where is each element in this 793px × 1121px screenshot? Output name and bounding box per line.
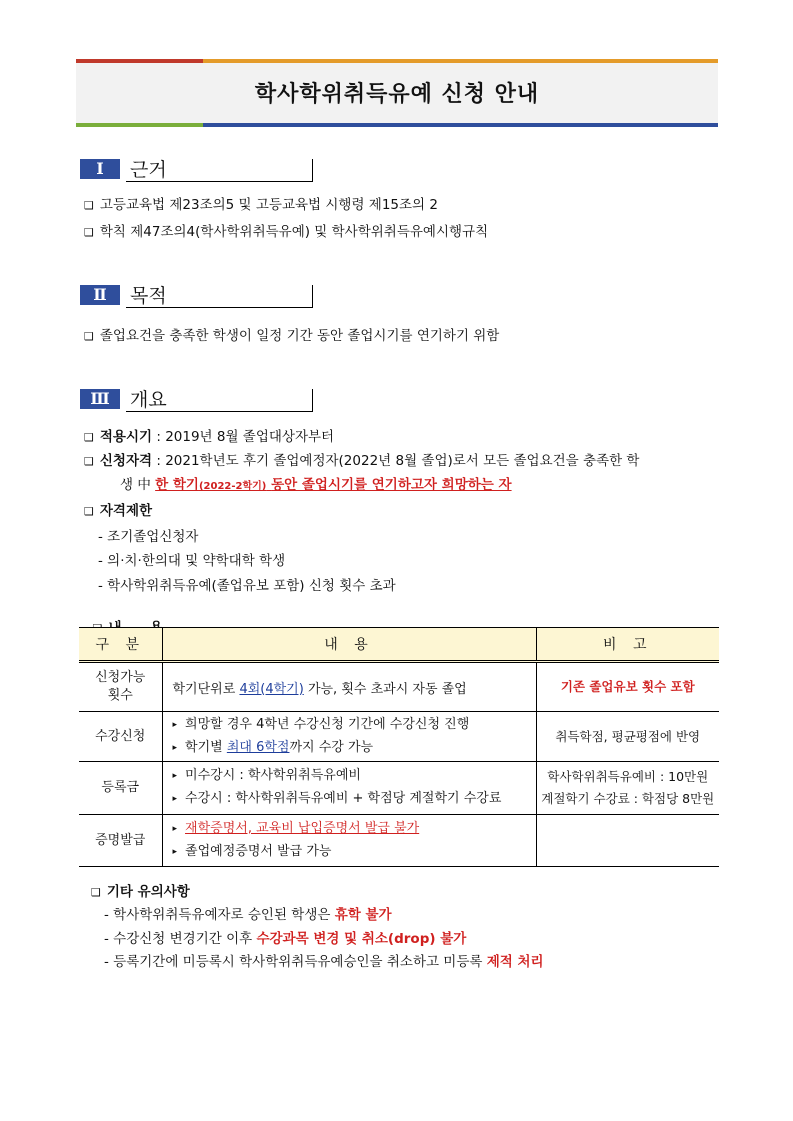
row-content: 학기단위로 4회(4학기) 가능, 횟수 초과시 자동 졸업 (162, 662, 536, 712)
section-2-number: Ⅱ (80, 285, 120, 305)
title-band (76, 59, 718, 127)
apply-period-label: 적용시기 (99, 429, 153, 445)
row-content: ▸ 희망할 경우 4학년 수강신청 기간에 수강신청 진행 ▸ 학기별 최대 6학점까지 수강 가능 (162, 712, 536, 762)
row-category: 수강신청 (79, 712, 162, 762)
row-note: 취득학점, 평균평점에 반영 (536, 712, 719, 762)
qualification-continued: 생 中 한 학기(2022-2학기) 동안 졸업시기를 연기하고자 희망하는 자 (120, 477, 512, 493)
section-1-header (80, 157, 316, 185)
section-3-number: Ⅲ (80, 389, 120, 409)
checkbox-icon: ❑ (84, 431, 94, 444)
table-row (79, 712, 719, 762)
row-category: 신청가능 횟수 (79, 662, 162, 712)
title-bottom-bar-green (76, 123, 203, 127)
triangle-bullet-icon: ▸ (172, 823, 178, 834)
apply-period: ❑ 적용시기 : 2019년 8월 졸업대상자부터 (84, 429, 335, 445)
section-2-divider (312, 285, 313, 308)
triangle-bullet-icon: ▸ (172, 771, 178, 781)
qualification: ❑ 신청자격 : 2021학년도 후기 졸업예정자(2022년 8월 졸업)로서 모든 졸업요건을 충족한 학 (84, 453, 640, 469)
overview-table (79, 627, 719, 867)
triangle-bullet-icon: ▸ (172, 719, 178, 730)
restrictions-header: ❑ 자격제한 (84, 503, 153, 519)
section-3-underline (126, 411, 312, 412)
section-2-label: 목적 (130, 285, 167, 307)
restriction-item: - 학사학위취득유예(졸업유보 포함) 신청 횟수 초과 (98, 578, 396, 594)
restriction-item: - 의·치·한의대 및 약학대학 학생 (98, 553, 286, 569)
section-1-underline (126, 181, 312, 182)
table-row (79, 815, 719, 867)
title-top-bar-red (76, 59, 203, 63)
header-note: 비 고 (536, 628, 719, 662)
restriction-item: - 조기졸업신청자 (98, 529, 199, 545)
row-content: ▸ 재학증명서, 교육비 납입증명서 발급 불가 ▸ 졸업예정증명서 발급 가능 (162, 815, 536, 867)
note-item-3: - 등록기간에 미등록시 학사학위취득유예승인을 취소하고 미등록 제적 처리 (104, 954, 544, 970)
title-bottom-bar-blue (203, 123, 718, 127)
section-3-header (80, 387, 316, 415)
checkbox-icon: ❑ (84, 505, 94, 518)
note-item-2: - 수강신청 변경기간 이후 수강과목 변경 및 취소(drop) 불가 (104, 931, 467, 947)
basis-item-2: ❑ 학칙 제47조의4(학사학위취득유예) 및 학사학위취득유예시행규칙 (84, 224, 489, 240)
checkbox-icon: ❑ (84, 226, 94, 239)
checkbox-icon: ❑ (84, 199, 94, 212)
section-1-label: 근거 (130, 159, 167, 181)
note-item-1: - 학사학위취득유예자로 승인된 학생은 휴학 불가 (104, 907, 392, 923)
notes-header: ❑ 기타 유의사항 (91, 884, 190, 900)
triangle-bullet-icon: ▸ (172, 742, 178, 753)
row-note: 학사학위취득유예비 : 10만원 계절학기 수강료 : 학점당 8만원 (536, 762, 719, 815)
apply-period-value: 2019년 8월 졸업대상자부터 (165, 429, 335, 445)
qualification-value: 2021학년도 후기 졸업예정자(2022년 8월 졸업)로서 모든 졸업요건을 충족한 학 (165, 453, 640, 469)
row-note: 기존 졸업유보 횟수 포함 (536, 662, 719, 712)
table-row (79, 762, 719, 815)
row-content: ▸ 미수강시 : 학사학위취득유예비 ▸ 수강시 : 학사학위취득유예비 + 학점당 계절학기 수강료 (162, 762, 536, 815)
header-category: 구 분 (79, 628, 162, 662)
section-1-number: Ⅰ (80, 159, 120, 179)
header-content: 내 용 (162, 628, 536, 662)
table-row (79, 662, 719, 712)
row-note (536, 815, 719, 867)
triangle-bullet-icon: ▸ (172, 846, 178, 857)
checkbox-icon: ❑ (91, 886, 101, 899)
qualification-label: 신청자격 (99, 453, 153, 469)
qualification-highlight: 한 학기(2022-2학기) 동안 졸업시기를 연기하고자 희망하는 자 (155, 477, 512, 493)
section-3-divider (312, 389, 313, 412)
basis-item-1: ❑ 고등교육법 제23조의5 및 고등교육법 시행령 제15조의 2 (84, 197, 438, 213)
section-2-underline (126, 307, 312, 308)
table-header-row (79, 628, 719, 662)
row-category: 증명발급 (79, 815, 162, 867)
triangle-bullet-icon: ▸ (172, 794, 178, 804)
section-2-header (80, 283, 316, 311)
section-1-divider (312, 159, 313, 182)
purpose-item-1: ❑ 졸업요건을 충족한 학생이 일정 기간 동안 졸업시기를 연기하기 위함 (84, 328, 500, 344)
page-title: 학사학위취득유예 신청 안내 (254, 82, 540, 107)
checkbox-icon: ❑ (84, 455, 94, 468)
section-3-label: 개요 (130, 389, 167, 411)
title-top-bar-orange (203, 59, 718, 63)
checkbox-icon: ❑ (84, 330, 94, 343)
row-category: 등록금 (79, 762, 162, 815)
